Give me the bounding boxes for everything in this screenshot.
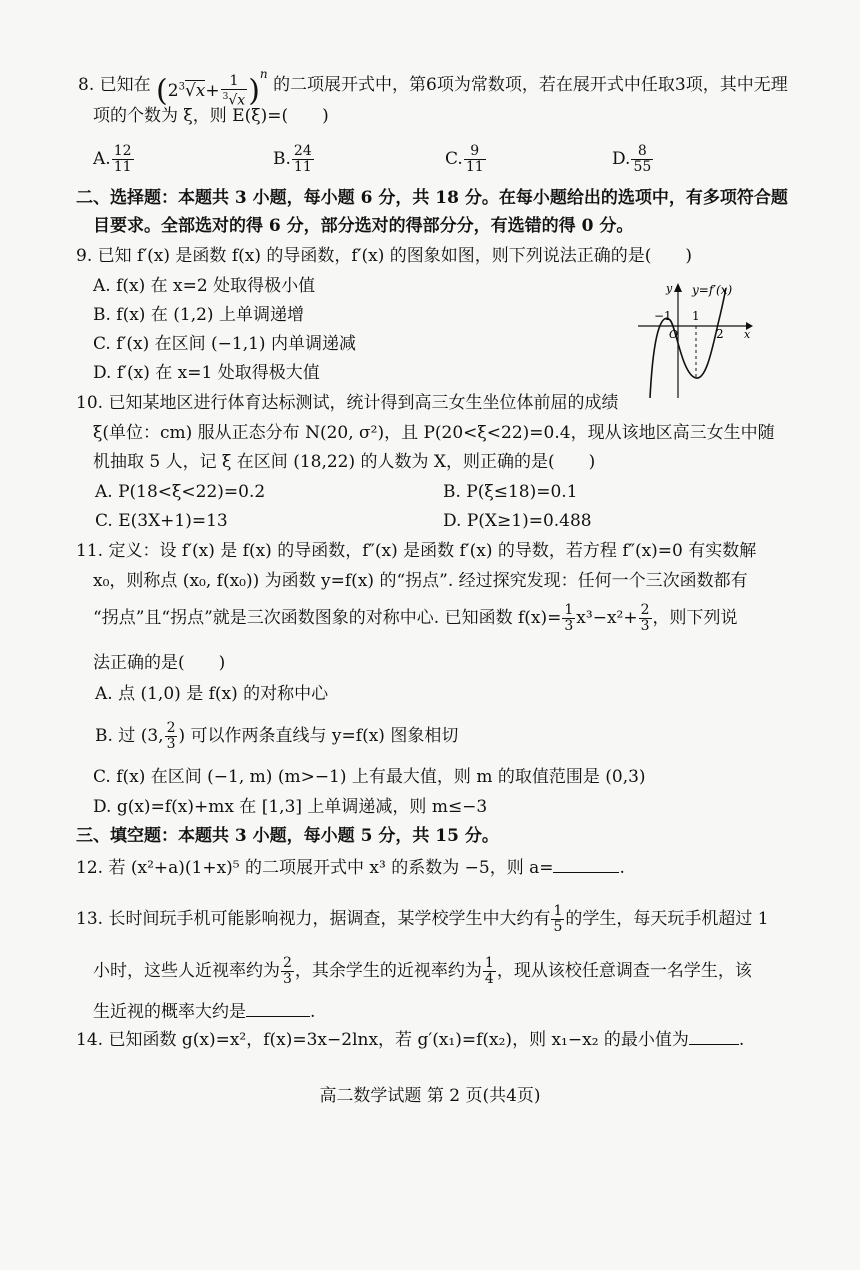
q11-line1: 11. 定义：设 f′(x) 是 f(x) 的导函数，f″(x) 是函数 f′(x) 的导数，若方程 f″(x)=0 有实数解: [76, 541, 757, 561]
q13-line3: 生近视的概率大约是 .: [93, 1002, 316, 1022]
graph-origin: O: [669, 328, 679, 341]
q10-option-b: B. P(ξ≤18)=0.1: [443, 482, 578, 502]
q10-line3: 机抽取 5 人，记 ξ 在区间 (18,22) 的人数为 X，则正确的是( ): [93, 452, 596, 472]
q8-line1: 8. 已知在 ($2^3√x+$ $\frac{1}{^3√x}$ )$^n$ 的二项展开式中，第6项为常数项，若在展开式中任取3项，其中无理: [78, 62, 788, 109]
q12-answer-blank[interactable]: [553, 858, 619, 873]
q13-line1: 13. 长时间玩手机可能影响视力，据调查，某学校学生中大约有 $\frac{1}{5}$ 的学生，每天玩手机超过 1: [76, 903, 769, 935]
q11-option-a: A. 点 (1,0) 是 f(x) 的对称中心: [95, 684, 329, 704]
section3-heading: 三、填空题：本题共 3 小题，每小题 5 分，共 15 分。: [76, 826, 499, 846]
q12-line: 12. 若 (x²+a)(1+x)⁵ 的二项展开式中 x³ 的系数为 −5，则 a= .: [76, 858, 625, 878]
q10-option-c: C. E(3X+1)=13: [95, 511, 228, 531]
graph-tick-2: 2: [716, 327, 724, 341]
q9-derivative-graph: [636, 280, 756, 402]
section2-heading-line1: 二、选择题：本题共 3 小题，每小题 6 分，共 18 分。在每小题给出的选项中，有多项符合题: [76, 188, 788, 208]
q8-expression: ($2^3√x+$ $\frac{1}{^3√x}$ )$^n$: [156, 67, 268, 109]
q8-option-c: C. $\frac{9}{11}$: [445, 143, 484, 175]
q11-option-c: C. f(x) 在区间 (−1, m) (m>−1) 上有最大值，则 m 的取值范围是 (0,3): [93, 767, 646, 787]
q10-line1: 10. 已知某地区进行体育达标测试，统计得到高三女生坐位体前屈的成绩: [76, 393, 619, 413]
graph-curve: [650, 288, 726, 398]
q9-option-d: D. f′(x) 在 x=1 处取得极大值: [93, 363, 320, 383]
section2-heading-line2: 目要求。全部选对的得 6 分，部分选对的得部分分，有选错的得 0 分。: [93, 216, 634, 236]
q9-stem: 9. 已知 f′(x) 是函数 f(x) 的导函数，f′(x) 的图象如图，则下列说法正确的是( ): [76, 246, 693, 266]
q13-answer-blank[interactable]: [246, 1002, 310, 1017]
q14-answer-blank[interactable]: [689, 1030, 739, 1045]
q11-line4: 法正确的是( ): [93, 653, 226, 673]
graph-curve-label: y=f′(x): [692, 283, 733, 297]
q9-option-a: A. f(x) 在 x=2 处取得极小值: [93, 276, 316, 296]
q9-option-c: C. f′(x) 在区间 (−1,1) 内单调递减: [93, 334, 356, 354]
page-footer: 高二数学试题 第 2 页(共4页): [319, 1086, 541, 1106]
graph-y-label: y: [666, 282, 673, 295]
q10-line2: ξ(单位：cm) 服从正态分布 N(20, σ²)，且 P(20<ξ<22)=0.4，现从该地区高三女生中随: [93, 423, 775, 443]
q8-line2: 项的个数为 ξ，则 E(ξ)=( ): [93, 106, 329, 126]
graph-tick-1: 1: [692, 309, 700, 323]
graph-x-label: x: [744, 328, 751, 341]
q14-line: 14. 已知函数 g(x)=x²，f(x)=3x−2lnx，若 g′(x₁)=f(x₂)，则 x₁−x₂ 的最小值为 .: [76, 1030, 745, 1050]
q8-option-a: A. $\frac{12}{11}$: [93, 143, 132, 175]
q13-line2: 小时，这些人近视率约为 $\frac{2}{3}$ ，其余学生的近视率约为 $\frac{1}{4}$ ，现从该校任意调查一名学生，该: [93, 955, 752, 987]
q9-option-b: B. f(x) 在 (1,2) 上单调递增: [93, 305, 304, 325]
q10-option-a: A. P(18<ξ<22)=0.2: [95, 482, 266, 502]
graph-y-arrow: [674, 283, 682, 292]
q11-option-d: D. g(x)=f(x)+mx 在 [1,3] 上单调递减，则 m≤−3: [93, 797, 488, 817]
q8-option-b: B. $\frac{24}{11}$: [273, 143, 312, 175]
q11-line2: x₀，则称点 (x₀, f(x₀)) 为函数 y=f(x) 的“拐点”. 经过探究发现：任何一个三次函数都有: [93, 571, 748, 591]
q11-option-b: B. 过 (3, $\frac{2}{3}$ ) 可以作两条直线与 y=f(x) 图象相切: [95, 720, 459, 752]
graph-tick-neg1: −1: [654, 309, 672, 323]
q11-line3: “拐点”且“拐点”就是三次函数图象的对称中心. 已知函数 f(x)= $\frac{1}{3}$ x³−x²+ $\frac{2}{3}$ ，则下列说: [93, 602, 738, 634]
q10-option-d: D. P(X≥1)=0.488: [443, 511, 592, 531]
q8-option-d: D. $\frac{8}{55}$: [612, 143, 652, 175]
